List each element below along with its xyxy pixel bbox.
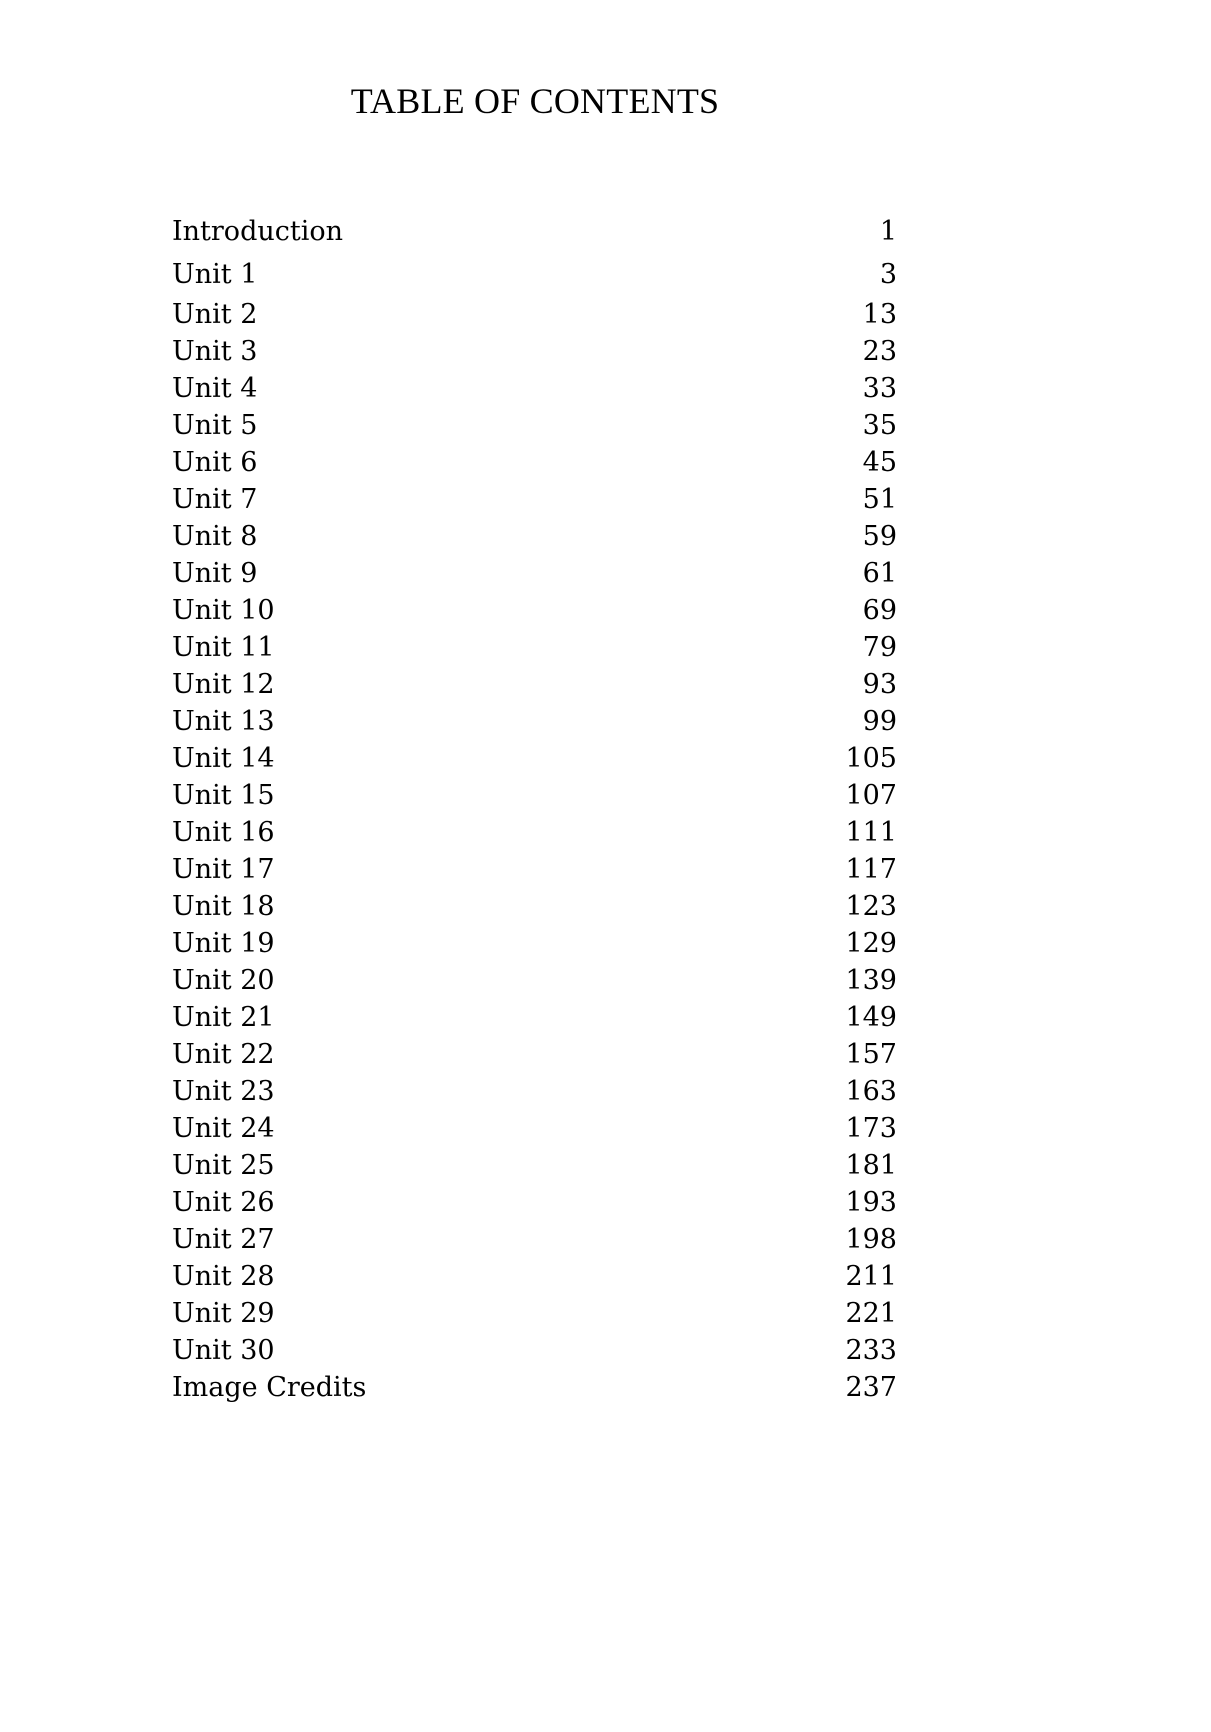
toc-entry[interactable] <box>172 1221 897 1258</box>
toc-entry-page-number: 3 <box>879 258 897 290</box>
toc-entry[interactable] <box>172 444 897 481</box>
toc-entry-label: Unit 28 <box>172 1261 275 1292</box>
toc-entry-page-number: 107 <box>845 780 897 811</box>
toc-entry[interactable] <box>172 1369 897 1406</box>
toc-entry-label: Unit 7 <box>172 484 258 515</box>
toc-entry[interactable] <box>172 518 897 555</box>
toc-entry-label: Unit 23 <box>172 1076 275 1107</box>
toc-entry-label: Unit 2 <box>172 299 258 330</box>
toc-entry-label: Unit 26 <box>172 1187 275 1218</box>
toc-entry-label: Unit 1 <box>172 258 258 290</box>
toc-entry-label: Unit 10 <box>172 595 275 626</box>
toc-entry-label: Unit 20 <box>172 965 275 996</box>
toc-entry-label: Unit 8 <box>172 521 258 552</box>
toc-entry[interactable] <box>172 999 897 1036</box>
toc-entry-page-number: 93 <box>862 669 897 700</box>
toc-entry[interactable] <box>172 888 897 925</box>
toc-entry-page-number: 123 <box>845 891 897 922</box>
toc-entry-page-number: 237 <box>845 1372 897 1403</box>
toc-entry[interactable] <box>172 592 897 629</box>
toc-entry-label: Unit 12 <box>172 669 275 700</box>
toc-entry-page-number: 35 <box>862 410 897 441</box>
toc-entry-label: Unit 22 <box>172 1039 275 1070</box>
toc-entry-page-number: 23 <box>862 336 897 367</box>
toc-entry[interactable] <box>172 962 897 999</box>
toc-entry-label: Unit 21 <box>172 1002 275 1033</box>
toc-entry[interactable] <box>172 407 897 444</box>
toc-entry-label: Unit 19 <box>172 928 275 959</box>
toc-entry[interactable] <box>172 370 897 407</box>
toc-entry-label: Unit 11 <box>172 632 275 663</box>
toc-entry-label: Unit 5 <box>172 410 258 441</box>
toc-entry-label: Unit 15 <box>172 780 275 811</box>
table-of-contents <box>172 210 897 1406</box>
toc-entry[interactable] <box>172 1073 897 1110</box>
toc-entry[interactable] <box>172 333 897 370</box>
toc-entry-label: Image Credits <box>172 1372 367 1403</box>
toc-entry-page-number: 173 <box>845 1113 897 1144</box>
toc-entry-page-number: 1 <box>879 215 897 247</box>
toc-entry[interactable] <box>172 851 897 888</box>
toc-entry[interactable] <box>172 1110 897 1147</box>
toc-entry[interactable] <box>172 296 897 333</box>
toc-entry-page-number: 157 <box>845 1039 897 1070</box>
toc-entry[interactable] <box>172 1258 897 1295</box>
toc-entry-page-number: 233 <box>845 1335 897 1366</box>
toc-entry-page-number: 13 <box>862 299 897 330</box>
toc-entry-label: Unit 6 <box>172 447 258 478</box>
toc-entry-label: Unit 18 <box>172 891 275 922</box>
toc-entry-page-number: 129 <box>845 928 897 959</box>
toc-entry-page-number: 33 <box>862 373 897 404</box>
page-title: TABLE OF CONTENTS <box>350 81 720 121</box>
toc-entry-page-number: 163 <box>845 1076 897 1107</box>
toc-entry-page-number: 181 <box>845 1150 897 1181</box>
toc-entry[interactable] <box>172 210 897 252</box>
toc-entry-page-number: 193 <box>845 1187 897 1218</box>
toc-entry[interactable] <box>172 1184 897 1221</box>
toc-entry-page-number: 198 <box>845 1224 897 1255</box>
toc-entry-label: Unit 25 <box>172 1150 275 1181</box>
toc-entry[interactable] <box>172 925 897 962</box>
toc-entry[interactable] <box>172 1332 897 1369</box>
toc-entry-label: Unit 24 <box>172 1113 275 1144</box>
toc-entry-page-number: 45 <box>862 447 897 478</box>
toc-entry-label: Unit 16 <box>172 817 275 848</box>
toc-entry-page-number: 51 <box>862 484 897 515</box>
toc-entry-page-number: 149 <box>845 1002 897 1033</box>
toc-entry-label: Unit 13 <box>172 706 275 737</box>
toc-entry[interactable] <box>172 481 897 518</box>
toc-entry[interactable] <box>172 252 897 296</box>
toc-entry-page-number: 111 <box>845 817 897 848</box>
toc-entry[interactable] <box>172 1147 897 1184</box>
toc-entry-label: Introduction <box>172 215 343 247</box>
toc-entry-page-number: 79 <box>862 632 897 663</box>
toc-entry-label: Unit 3 <box>172 336 258 367</box>
toc-entry[interactable] <box>172 555 897 592</box>
toc-entry-label: Unit 4 <box>172 373 258 404</box>
toc-entry-label: Unit 17 <box>172 854 275 885</box>
toc-entry-label: Unit 9 <box>172 558 258 589</box>
toc-entry-label: Unit 14 <box>172 743 275 774</box>
toc-entry[interactable] <box>172 666 897 703</box>
toc-entry-label: Unit 29 <box>172 1298 275 1329</box>
toc-entry-page-number: 59 <box>862 521 897 552</box>
toc-entry[interactable] <box>172 814 897 851</box>
toc-entry-page-number: 211 <box>845 1261 897 1292</box>
toc-entry-page-number: 105 <box>845 743 897 774</box>
toc-entry[interactable] <box>172 703 897 740</box>
toc-entry-page-number: 99 <box>862 706 897 737</box>
toc-entry-label: Unit 27 <box>172 1224 275 1255</box>
toc-entry-page-number: 61 <box>862 558 897 589</box>
toc-entry-page-number: 139 <box>845 965 897 996</box>
toc-entry-page-number: 117 <box>845 854 897 885</box>
toc-entry[interactable] <box>172 1036 897 1073</box>
toc-entry[interactable] <box>172 777 897 814</box>
toc-entry-label: Unit 30 <box>172 1335 275 1366</box>
toc-entry-page-number: 69 <box>862 595 897 626</box>
toc-entry[interactable] <box>172 629 897 666</box>
toc-entry[interactable] <box>172 1295 897 1332</box>
toc-entry-page-number: 221 <box>845 1298 897 1329</box>
toc-entry[interactable] <box>172 740 897 777</box>
